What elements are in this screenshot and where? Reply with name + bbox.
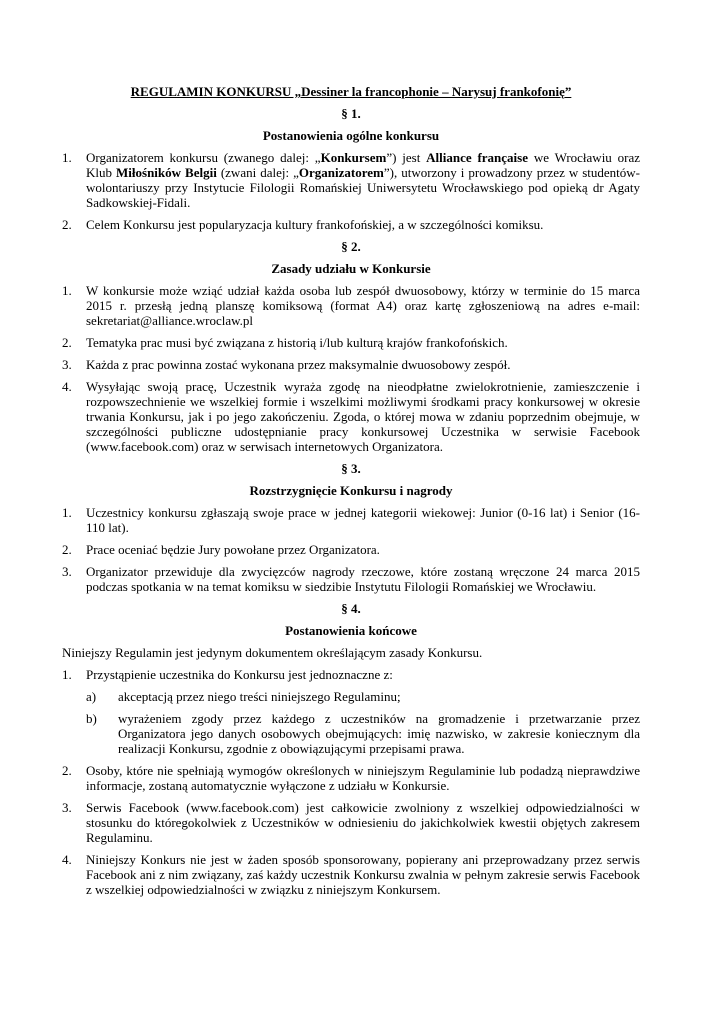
section-1-number: § 1. xyxy=(341,106,361,121)
s2-item-4-text: Wysyłając swoją pracę, Uczestnik wyraża zgodę na nieodpłatne zwielokrotnienie, zamieszczenie i rozpowszechnienie we wszelkiej formie i wszelkimi możliwymi środkami pracy konkursowej w okresie trwania Konkursu, jak i po jego zakończeniu. Zgoda, o której mowa w zdaniu poprzednim obejmuje, w szczególności publiczne udostępnianie pracy konkursowej Uczestnika w serwisie Facebook (www.facebook.com) oraz w serwisach internetowych Organizatora. xyxy=(86,379,640,454)
section-1-heading: Postanowienia ogólne konkursu xyxy=(262,128,440,143)
s4-item-2-number: 2. xyxy=(62,763,72,778)
s1-item-1-text-a: Organizatorem konkursu (zwanego dalej: „ xyxy=(86,150,321,165)
s4-item-3 xyxy=(62,800,640,845)
s2-item-3-number: 3. xyxy=(62,357,72,372)
s4-item-1-text: Przystąpienie uczestnika do Konkursu jest jednoznaczne z: xyxy=(86,667,393,682)
s2-item-3 xyxy=(62,357,640,372)
s1-item-1-text-i: ”), utworzony i prowadzony przez w studentów-wolontariuszy przy Instytucie Filologii Romańskiej Uniwersytetu Wrocławskiego pod opieką dr Agaty Sadkowskiej-Fidali. xyxy=(86,165,641,210)
s2-item-4 xyxy=(62,379,640,454)
s1-item-2-text: Celem Konkursu jest popularyzacja kultury frankofońskiej, a w szczególności komiksu. xyxy=(86,217,544,232)
s4-subitem-b-text: wyrażeniem zgody przez każdego z uczestników na gromadzenie i przetwarzanie przez Organizatora jego danych osobowych obejmujących: imię nazwisko, w zakresie koniecznym dla realizacji Konkursu, zgodnie z obowiązującymi przepisami prawa. xyxy=(118,711,640,756)
s3-item-1-number: 1. xyxy=(62,505,72,520)
s1-item-1-number: 1. xyxy=(62,150,72,165)
s1-item-1 xyxy=(62,150,640,210)
s2-item-4-number: 4. xyxy=(62,379,72,394)
s4-item-2 xyxy=(62,763,640,793)
s4-item-1-number: 1. xyxy=(62,667,72,682)
s1-item-1-milosnikow: Miłośników Belgii xyxy=(116,165,217,180)
s4-subitem-b-letter: b) xyxy=(86,711,97,726)
s4-subitem-a xyxy=(86,689,640,704)
s4-item-2-text: Osoby, które nie spełniają wymogów określonych w niniejszym Regulaminie lub podadzą nieprawdziwe informacje, zostaną automatycznie wyłączone z udziału w Konkursie. xyxy=(86,763,640,793)
s4-item-3-number: 3. xyxy=(62,800,72,815)
s2-item-1 xyxy=(62,283,640,328)
s2-item-1-text: W konkursie może wziąć udział każda osoba lub zespół dwuosobowy, którzy w terminie do 15 marca 2015 r. przesłą jedną planszę komiksową (format A4) oraz kartę zgłoszeniową na adres e-mail: sekretariat@alliance.wroclaw.pl xyxy=(86,283,640,328)
s2-item-1-number: 1. xyxy=(62,283,72,298)
document-title: REGULAMIN KONKURSU „Dessiner la francophonie – Narysuj frankofonię” xyxy=(130,84,572,99)
s3-item-1-text: Uczestnicy konkursu zgłaszają swoje prace w jednej kategorii wiekowej: Junior (0-16 lat) i Senior (16-110 lat). xyxy=(86,505,640,535)
s4-item-1-sublist xyxy=(62,689,640,756)
s4-item-1 xyxy=(62,667,640,682)
section-3-number: § 3. xyxy=(341,461,361,476)
s1-item-2-number: 2. xyxy=(62,217,72,232)
s1-item-1-text-g: (zwani dalej: „ xyxy=(216,165,299,180)
s3-item-2-text: Prace oceniać będzie Jury powołane przez Organizatora. xyxy=(86,542,380,557)
s4-item-3-text: Serwis Facebook (www.facebook.com) jest całkowicie zwolniony z wszelkiej odpowiedzialności w stosunku do któregokolwiek z Uczestników w odniesieniu do jakichkolwiek kwestii objętych zakresem Regulaminu. xyxy=(86,800,640,845)
s3-item-3-number: 3. xyxy=(62,564,72,579)
s4-subitem-a-letter: a) xyxy=(86,689,97,704)
s3-item-3 xyxy=(62,564,640,594)
s1-item-1-alliance: Alliance française xyxy=(426,150,528,165)
s2-item-3-text: Każda z prac powinna zostać wykonana przez maksymalnie dwuosobowy zespół. xyxy=(86,357,511,372)
s4-subitem-a-text: akceptacją przez niego treści niniejszego Regulaminu; xyxy=(118,689,401,704)
section-4-number: § 4. xyxy=(341,601,361,616)
s3-item-2-number: 2. xyxy=(62,542,72,557)
document-page xyxy=(62,84,640,904)
s4-subitem-b xyxy=(86,711,640,756)
s3-item-1 xyxy=(62,505,640,535)
s4-item-4-text: Niniejszy Konkurs nie jest w żaden sposób sponsorowany, popierany ani przeprowadzany przez serwis Facebook ani z nim związany, zaś każdy uczestnik Konkursu zwalnia w pełnym zakresie serwis Facebook z wszelkiej odpowiedzialności w związku z niniejszym Konkursem. xyxy=(86,852,640,897)
s1-item-1-text-c: ”) jest xyxy=(386,150,427,165)
section-2-number: § 2. xyxy=(341,239,361,254)
s1-item-1-organizatorem: Organizatorem xyxy=(298,165,384,180)
s2-item-2-text: Tematyka prac musi być związana z historią i/lub kulturą krajów frankofońskich. xyxy=(86,335,508,350)
s4-item-4 xyxy=(62,852,640,897)
section-2-heading: Zasady udziału w Konkursie xyxy=(271,261,431,276)
s1-item-1-konkursem: Konkursem xyxy=(320,150,387,165)
s3-item-3-text: Organizator przewiduje dla zwycięzców nagrody rzeczowe, które zostaną wręczone 24 marca 2015 podczas spotkania w na temat komiksu w siedzibie Instytutu Filologii Romańskiej we Wrocławiu. xyxy=(86,564,640,594)
section-3-heading: Rozstrzygnięcie Konkursu i nagrody xyxy=(249,483,453,498)
s2-item-2 xyxy=(62,335,640,350)
s3-item-2 xyxy=(62,542,640,557)
s1-item-1-text-e: we Wrocławiu oraz Klub xyxy=(86,150,640,180)
s1-item-2 xyxy=(62,217,640,232)
s2-item-2-number: 2. xyxy=(62,335,72,350)
s4-item-4-number: 4. xyxy=(62,852,72,867)
s4-intro: Niniejszy Regulamin jest jedynym dokumentem określającym zasady Konkursu. xyxy=(62,645,483,660)
section-4-heading: Postanowienia końcowe xyxy=(285,623,417,638)
